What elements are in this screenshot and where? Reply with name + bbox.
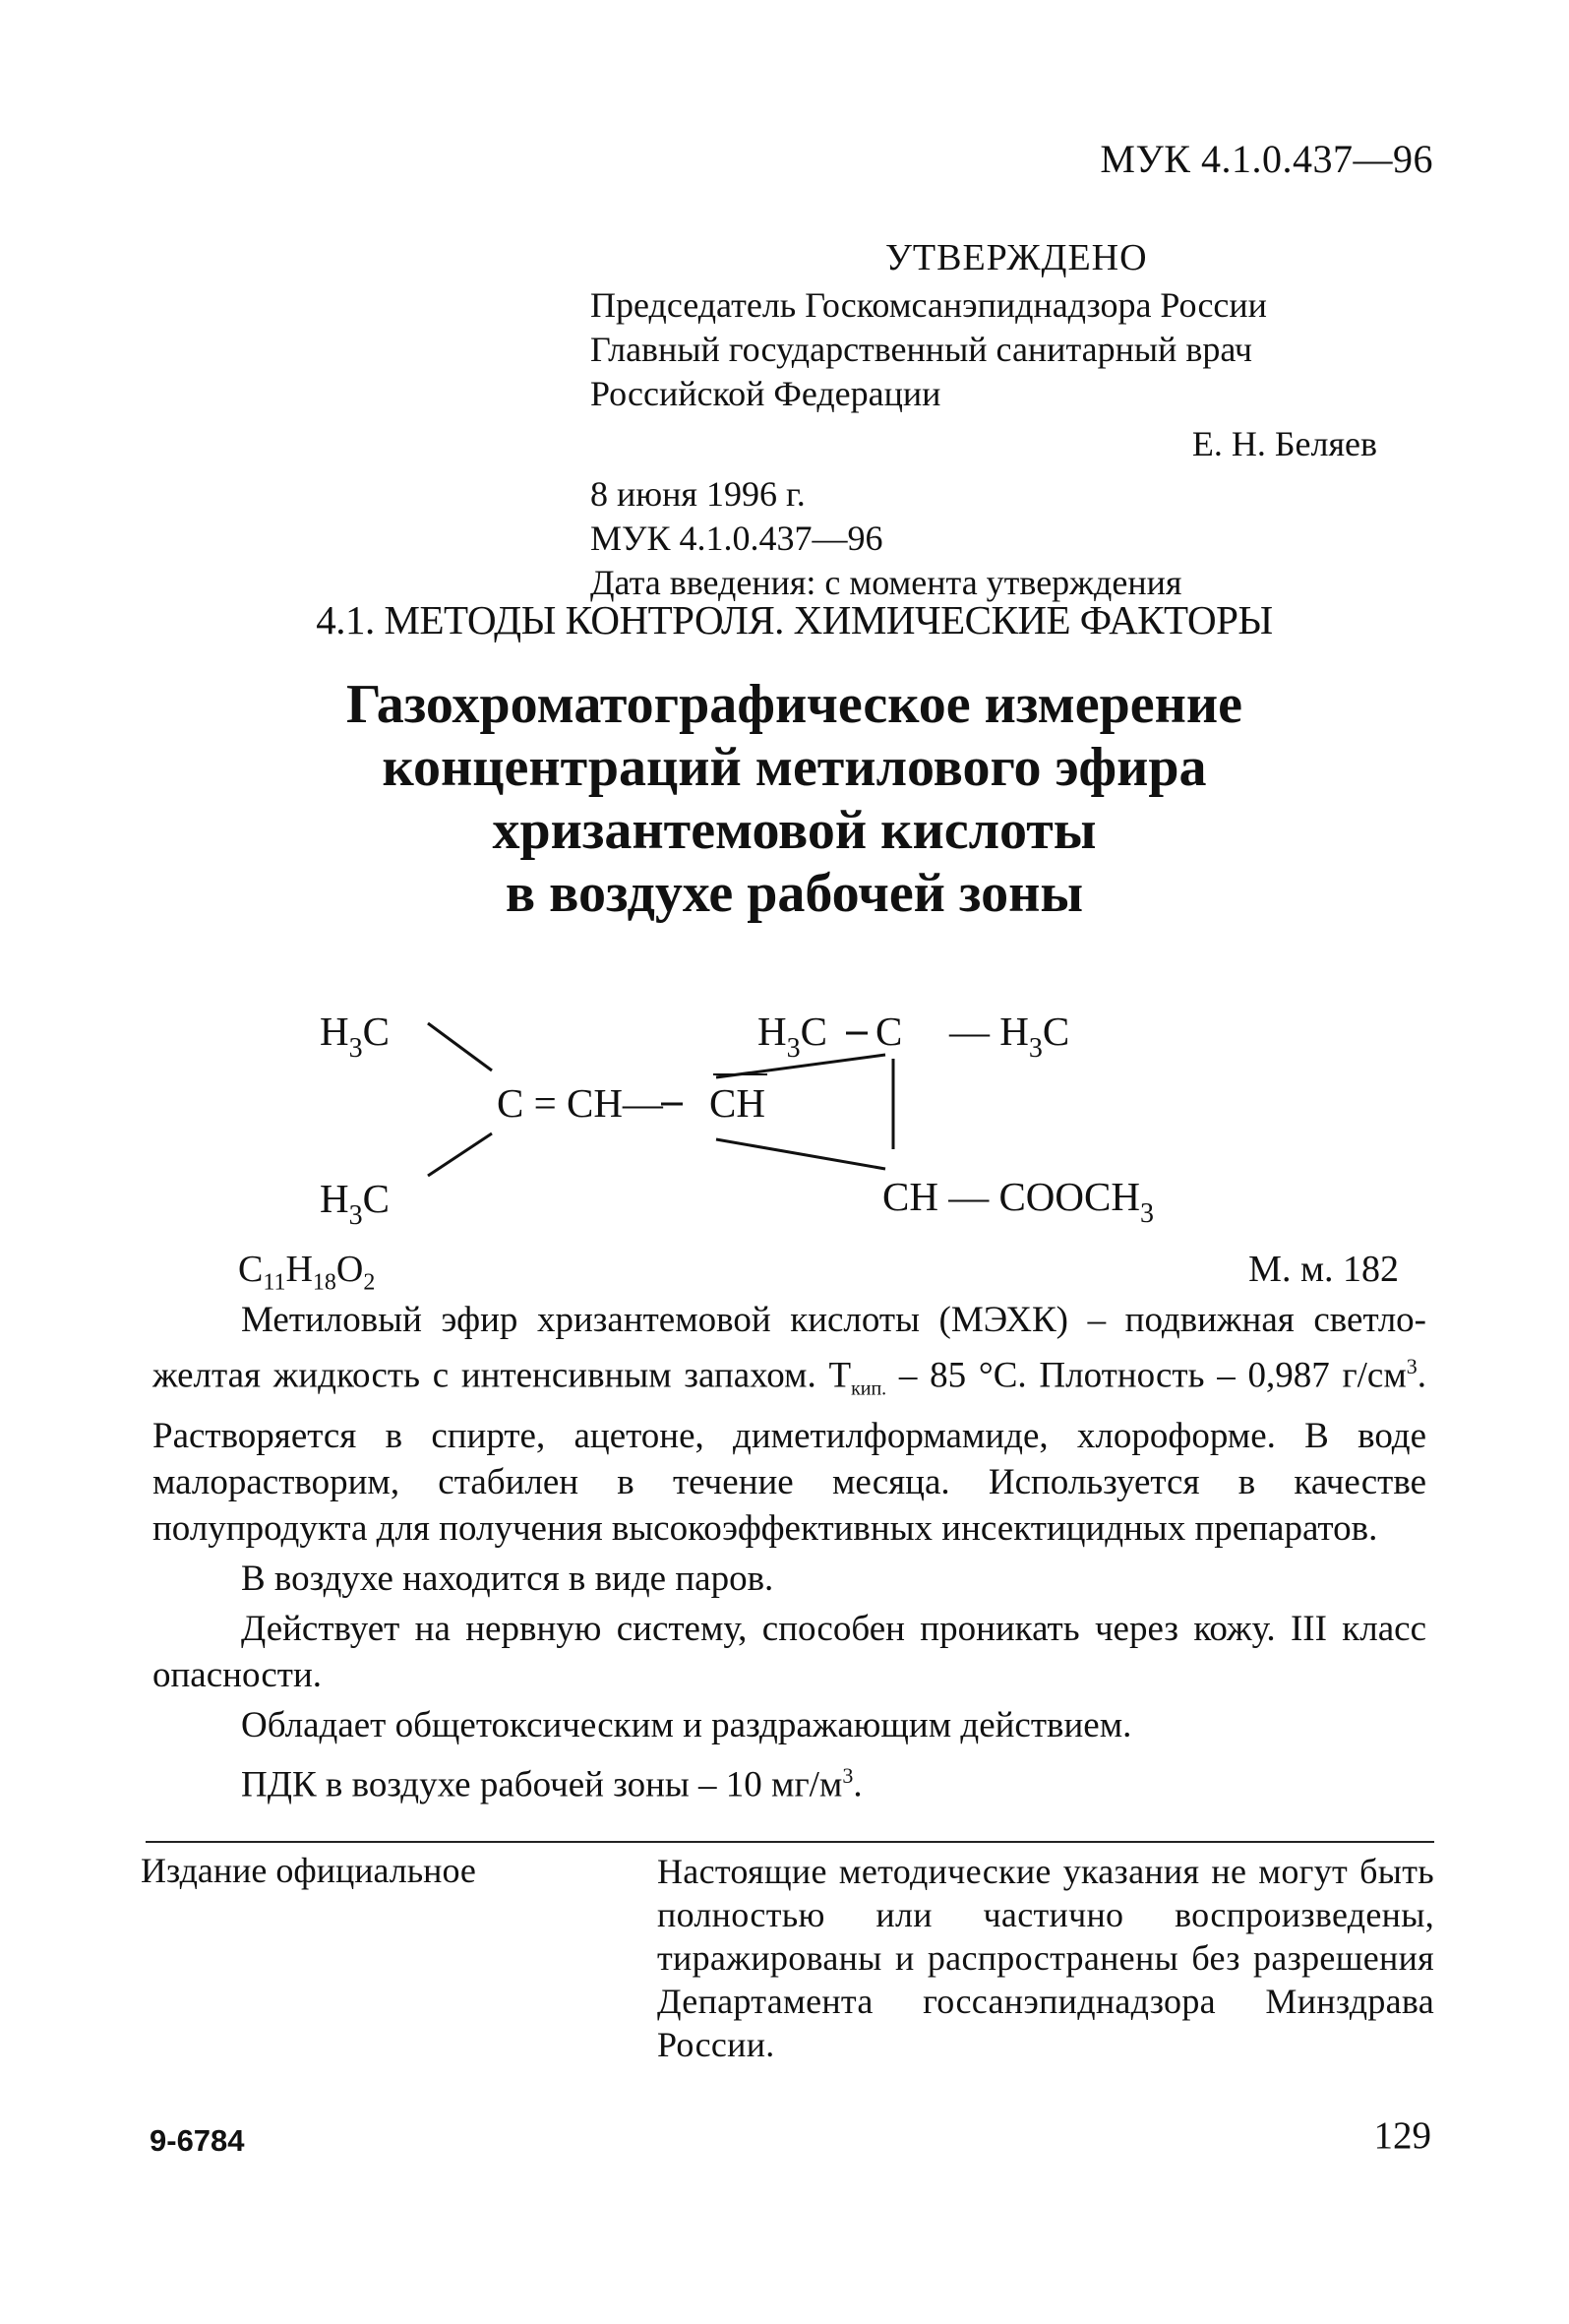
h3c-right: — $H_3C$ (949, 1009, 1070, 1064)
title-line-4: в воздухе рабочей зоны (505, 863, 1084, 924)
title-line-1: Газохроматографическое измерение (346, 674, 1242, 735)
paragraph-toxicity: Действует на нервную систему, способен проникать через кожу. III класс опасности. (152, 1608, 1426, 1695)
approval-position-line-1: Председатель Госкомсанэпиднадзора России (590, 285, 1267, 325)
footer-divider (146, 1841, 1434, 1843)
paragraph-mac: ПДК в воздухе рабочей зоны – 10 $мг/м^3$. (241, 1762, 863, 1805)
paragraph-action: Обладает общетоксическим и раздражающим действием. (241, 1704, 1132, 1745)
molecular-formula: $C_{11}H_{18}O_2$ (238, 1249, 376, 1296)
approval-signer: Е. Н. Беляев (1191, 424, 1377, 463)
bond-top-left (428, 1023, 492, 1070)
paragraph-properties: Метиловый эфир хризантемовой кислоты (МЭХК) – подвижная светло-желтая жидкость с интенсивным запахом. $T_{кип.} - 85$ °С. Плотность – 0,987 $г/см^3$. Растворяется в спирте, ацетоне, диметилформамиде, хлороформе. В воде малорастворим, стабилен в течение месяца. Используется в качестве полупродукта для получения высокоэффективных инсектицидных препаратов. (152, 1300, 1426, 1549)
bond-ch-ch (716, 1139, 885, 1169)
approval-date: 8 июня 1996 г. (590, 474, 806, 514)
description-text (152, 1297, 1426, 1811)
molar-mass: М. м. 182 (1248, 1249, 1399, 1290)
print-code: 9-6784 (150, 2123, 245, 2158)
official-edition-label: Издание официальное (141, 1851, 476, 1890)
title-line-3: хризантемовой кислоты (492, 800, 1097, 861)
page-number: 129 (1373, 2114, 1431, 2157)
copyright-notice: Настоящие методические указания не могут быть полностью или частично воспроизведены, тиражированы и распространены без разрешения Департамента госсанэпиднадзора Минздрава России. (657, 1852, 1434, 2064)
introduction-date: Дата введения: с момента утверждения (590, 563, 1182, 602)
approval-position-line-2: Главный государственный санитарный врач (590, 330, 1252, 369)
alkene-fragment: C = CH— (497, 1080, 663, 1126)
ring-c: C (875, 1009, 903, 1054)
approval-doc-code: МУК 4.1.0.437—96 (590, 519, 883, 558)
approval-block (590, 236, 1377, 605)
document-title (0, 673, 1569, 925)
approval-title: УТВЕРЖДЕНО (885, 237, 1148, 278)
h3c-ring: $H_3C$ (757, 1009, 827, 1064)
ester-fragment: CH — $COOCH_3$ (882, 1174, 1154, 1229)
approval-position-line-3: Российской Федерации (590, 374, 941, 413)
section-heading: 4.1. МЕТОДЫ КОНТРОЛЯ. ХИМИЧЕСКИЕ ФАКТОРЫ (316, 597, 1273, 642)
structural-formula (295, 994, 1230, 1250)
document-code-header: МУК 4.1.0.437—96 (1100, 137, 1433, 181)
paragraph-state: В воздухе находится в виде паров. (241, 1558, 774, 1599)
h3c-top-left: $H_3C$ (320, 1009, 390, 1064)
bond-ch-c (716, 1055, 885, 1077)
ring-ch: CH (709, 1080, 765, 1126)
bond-bottom-left (428, 1133, 492, 1176)
h3c-bottom-left: $H_3C$ (320, 1176, 390, 1231)
title-line-2: концентраций метилового эфира (382, 737, 1207, 798)
